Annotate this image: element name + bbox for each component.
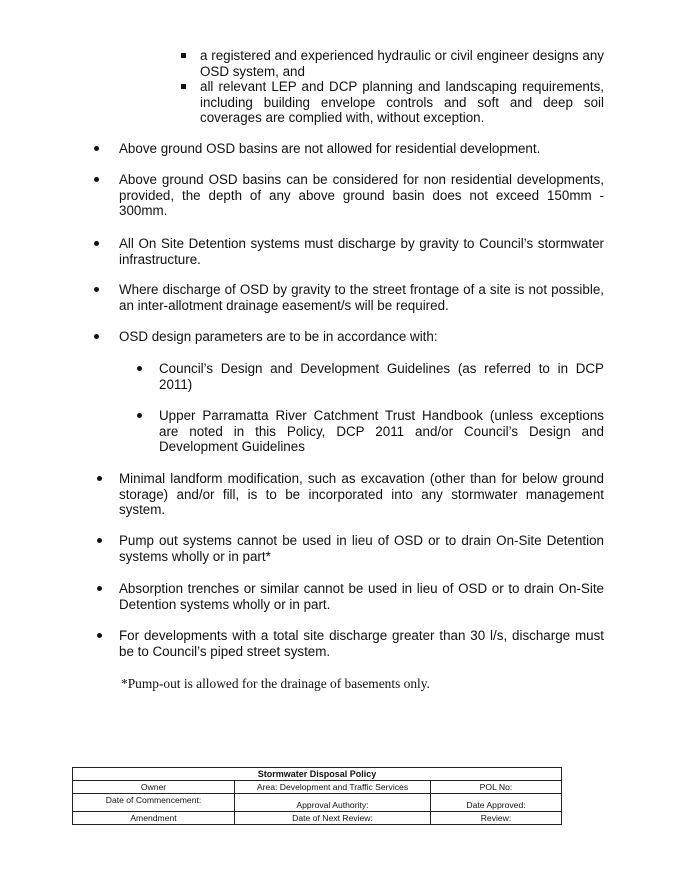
amendment-cell: Amendment: [73, 812, 235, 825]
policy-title: Stormwater Disposal Policy: [73, 768, 562, 781]
policy-footer-table: [72, 767, 562, 825]
bullet-item: [119, 282, 604, 313]
bullet-item: [119, 628, 604, 659]
round-bullet-icon: [137, 413, 142, 418]
bullet-text: All On Site Detention systems must discharge by gravity to Council’s stormwater infrastructure.: [119, 236, 604, 267]
date-approved-cell: Date Approved:: [431, 794, 562, 812]
square-bullet-icon: [181, 53, 186, 58]
round-bullet-icon: [94, 177, 99, 182]
sub-bullet-text: a registered and experienced hydraulic or civil engineer designs any OSD system, and: [200, 48, 604, 79]
round-bullet-icon: [97, 538, 102, 543]
bullet-item: [119, 581, 604, 612]
review-cell: Review:: [431, 812, 562, 825]
bullet-item: [119, 533, 604, 564]
owner-cell: Owner: [73, 781, 235, 794]
nested-bullet-text: Upper Parramatta River Catchment Trust Handbook (unless exceptions are noted in this Policy, DCP 2011 and/or Council’s Design and Development Guidelines: [159, 408, 604, 455]
pol-no-cell: POL No:: [431, 781, 562, 794]
bullet-item: [119, 236, 604, 267]
nested-bullet-item: [159, 361, 604, 392]
bullet-text: Minimal landform modification, such as excavation (other than for below ground storage) and/or fill, is to be incorporated into any stormwater management system.: [119, 471, 604, 518]
round-bullet-icon: [137, 366, 142, 371]
bullet-item: [119, 329, 604, 345]
bullet-text: OSD design parameters are to be in accordance with:: [119, 329, 438, 344]
footnote: *Pump-out is allowed for the drainage of basements only.: [121, 676, 430, 691]
nested-bullet-item: [159, 408, 604, 455]
bullet-text: For developments with a total site discharge greater than 30 l/s, discharge must be to Council’s piped street system.: [119, 628, 604, 659]
round-bullet-icon: [94, 334, 99, 339]
bullet-text: Above ground OSD basins are not allowed for residential development.: [119, 141, 541, 156]
round-bullet-icon: [94, 241, 99, 246]
bullet-item: [119, 471, 604, 518]
date-next-review-cell: Date of Next Review:: [235, 812, 431, 825]
round-bullet-icon: [97, 633, 102, 638]
square-bullet-icon: [181, 84, 186, 89]
round-bullet-icon: [97, 476, 102, 481]
bullet-item: [119, 172, 604, 219]
sub-bullet-item: [200, 79, 604, 126]
bullet-text: Pump out systems cannot be used in lieu of OSD or to drain On-Site Detention systems wholly or in part*: [119, 533, 604, 564]
bullet-text: Where discharge of OSD by gravity to the street frontage of a site is not possible, an inter-allotment drainage easement/s will be required.: [119, 282, 604, 313]
round-bullet-icon: [94, 146, 99, 151]
bullet-text: Above ground OSD basins can be considered for non residential developments, provided, the depth of any above ground basin does not exceed 150mm - 300mm.: [119, 172, 604, 219]
bullet-text: Absorption trenches or similar cannot be used in lieu of OSD or to drain On-Site Detention systems wholly or in part.: [119, 581, 604, 612]
area-cell: Area: Development and Traffic Services: [235, 781, 431, 794]
nested-bullet-text: Council’s Design and Development Guidelines (as referred to in DCP 2011): [159, 361, 604, 392]
bullet-item: [119, 141, 604, 157]
approval-authority-cell: Approval Authority:: [235, 794, 431, 812]
date-commencement-cell: Date of Commencement:: [73, 794, 235, 812]
sub-bullet-text: all relevant LEP and DCP planning and landscaping requirements, including building envelope controls and soft and deep soil coverages are complied with, without exception.: [200, 79, 604, 126]
sub-bullet-item: [200, 48, 604, 79]
round-bullet-icon: [97, 586, 102, 591]
round-bullet-icon: [94, 287, 99, 292]
